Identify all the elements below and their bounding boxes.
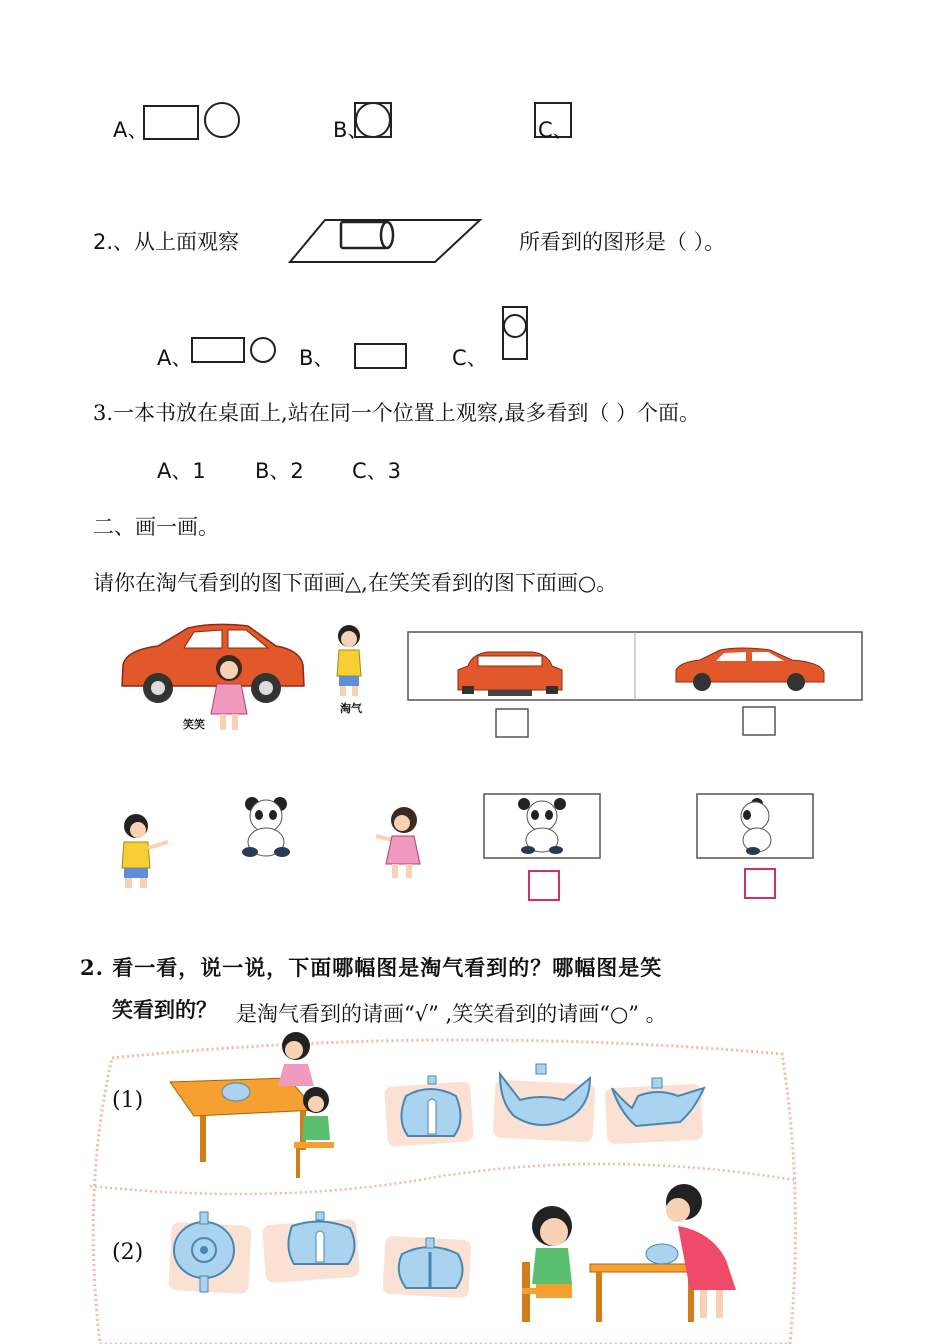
q2-option-a-figure xyxy=(188,334,280,368)
taoqi-boy-figure xyxy=(325,622,371,704)
car-side-answer-box[interactable] xyxy=(740,704,780,740)
row1-teapot-options xyxy=(380,1060,720,1150)
panda-side-answer-box[interactable] xyxy=(742,866,780,902)
q2-option-c-label: C、 xyxy=(452,346,488,370)
row1-children-at-table xyxy=(166,1030,342,1182)
part2-question-line2-hand: 笑看到的？ xyxy=(112,997,217,1022)
part2-question-line2-rest: 是淘气看到的请画“√” ,笑笑看到的请画“○” 。 xyxy=(236,1002,667,1026)
q2-suffix: 所看到的图形是（ ）。 xyxy=(519,230,726,254)
q3-option-c: C、3 xyxy=(352,459,402,483)
row2-teapot-options xyxy=(166,1208,476,1300)
car-side-view xyxy=(676,648,824,691)
q2-option-a-label: A、 xyxy=(157,346,193,370)
panda-front-answer-box[interactable] xyxy=(526,868,564,904)
q1-option-c-label: C、 xyxy=(538,118,574,142)
q2-option-b-label: B、 xyxy=(299,346,335,370)
label-taoqi: 淘气 xyxy=(340,702,362,715)
q3-option-b: B、2 xyxy=(255,459,304,483)
xiaoxiao-girl-pointing-figure xyxy=(370,804,432,882)
row1-label: (1) xyxy=(112,1088,144,1113)
q1-option-a-figure xyxy=(140,100,250,144)
section-instruction: 请你在淘气看到的图下面画△,在笑笑看到的图下面画○。 xyxy=(93,571,618,595)
car-views-frame xyxy=(406,630,866,704)
q2-cylinder-on-plane xyxy=(285,212,485,268)
part2-question-line1: 2. 看一看，说一说，下面哪幅图是淘气看到的？哪幅图是笑 xyxy=(80,955,663,980)
q3-text: 3.一本书放在桌面上,站在同一个位置上观察,最多看到（ ）个面。 xyxy=(93,401,701,425)
panda-toy-figure xyxy=(240,796,292,858)
panda-front-view-box xyxy=(482,792,604,862)
car-front-view xyxy=(458,652,562,696)
q1-option-a-label: A、 xyxy=(113,118,149,142)
q2-option-c-figure xyxy=(500,304,532,364)
q1-option-b-figure xyxy=(352,100,396,144)
panda-side-view-box xyxy=(695,792,817,862)
q2-prefix: 2.、从上面观察 xyxy=(93,230,240,254)
row2-children-at-table xyxy=(516,1180,744,1326)
q2-option-b-figure xyxy=(350,340,414,374)
car-front-answer-box[interactable] xyxy=(493,706,533,742)
q1-option-b-label: B、 xyxy=(333,118,369,142)
row2-label: (2) xyxy=(112,1240,144,1265)
xiaoxiao-girl-figure xyxy=(205,650,253,735)
section-heading: 二、画一画。 xyxy=(93,515,219,539)
q3-option-a: A、1 xyxy=(157,459,206,483)
label-xiaoxiao: 笑笑 xyxy=(183,718,205,731)
taoqi-boy-pointing-figure xyxy=(112,812,174,892)
